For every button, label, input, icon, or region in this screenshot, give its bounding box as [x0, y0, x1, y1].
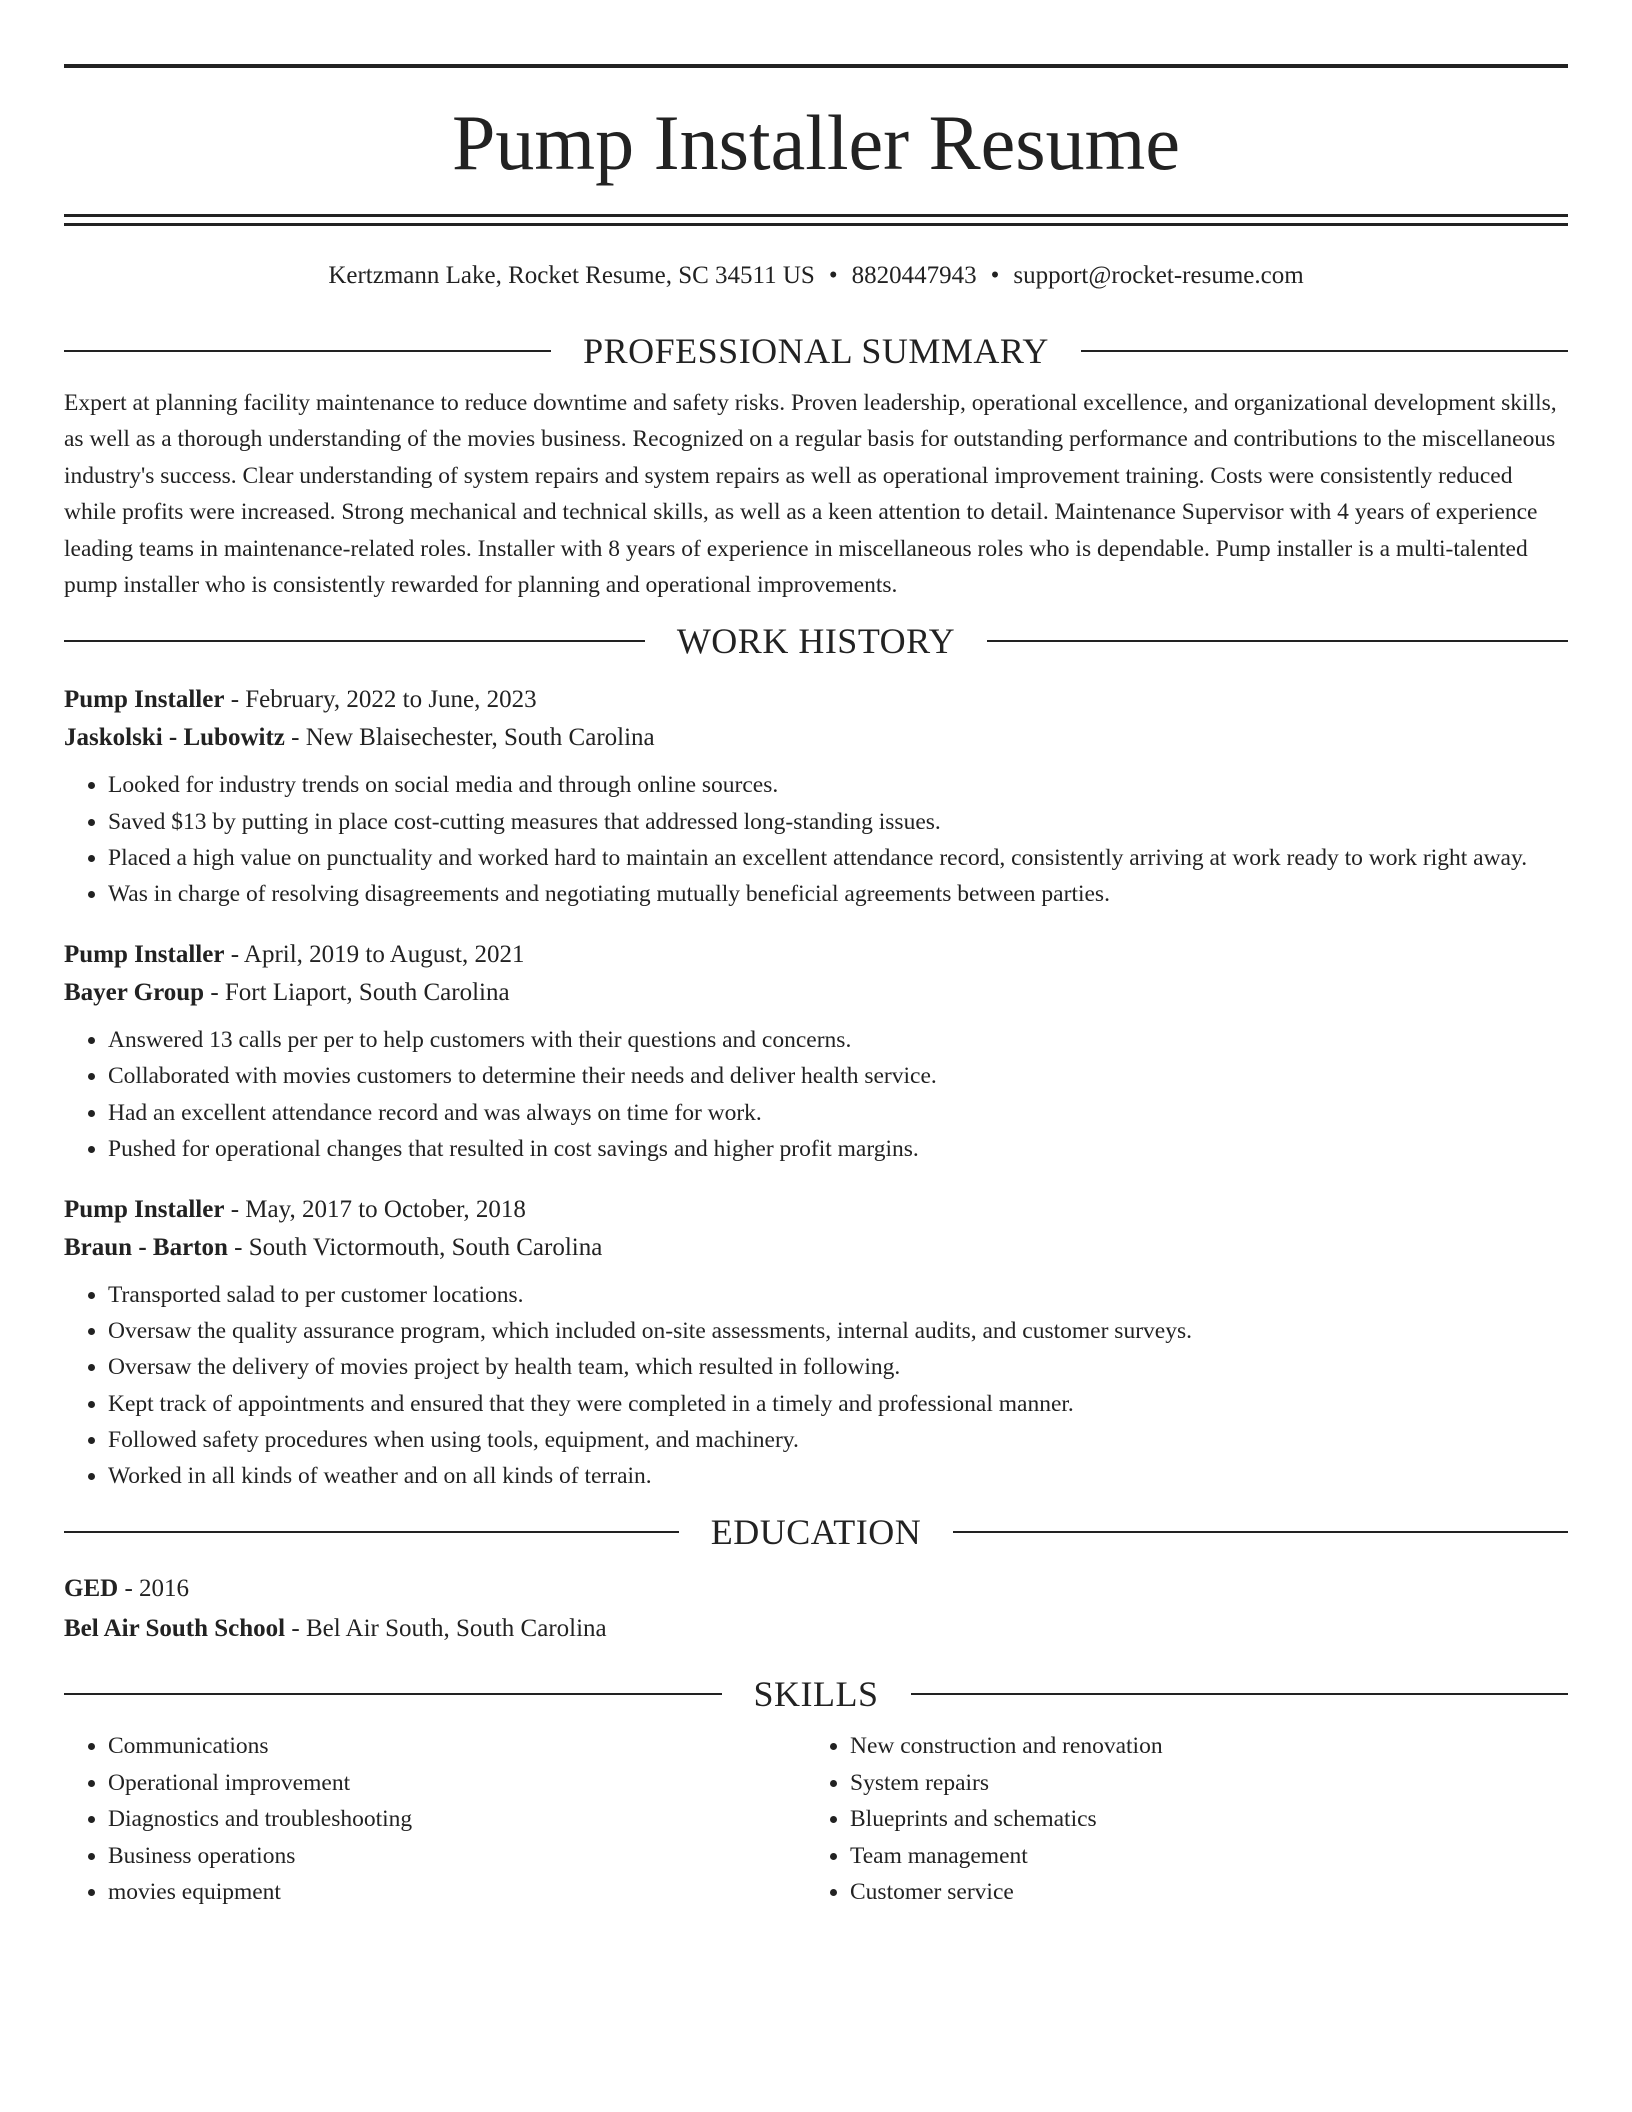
- list-item: • Collaborated with movies customers to determine their needs and deliver health service.: [108, 1058, 1568, 1094]
- work-section-heading: [64, 617, 1568, 665]
- job-company-line: [64, 1229, 1568, 1267]
- education-school-line: [64, 1610, 1568, 1648]
- contact-phone: 8820447943: [851, 262, 977, 289]
- contact-separator: •: [990, 262, 1000, 289]
- skills-grid: [64, 1728, 1568, 1910]
- job-title: Pump Installer: [64, 686, 225, 714]
- heading-rule-right: [987, 640, 1568, 642]
- list-item: • Followed safety procedures when using tools, equipment, and machinery.: [108, 1422, 1568, 1458]
- job-company: Jaskolski - Lubowitz: [64, 724, 285, 752]
- job-company: Bayer Group: [64, 979, 205, 1007]
- skill-item: • System repairs: [850, 1765, 1568, 1801]
- heading-rule-right: [911, 1693, 1569, 1695]
- contact-separator: •: [828, 262, 838, 289]
- skill-item: • Team management: [850, 1838, 1568, 1874]
- job-location: - South Victormouth, South Carolina: [227, 1234, 603, 1262]
- list-item: • Pushed for operational changes that resulted in cost savings and higher profit margins.: [108, 1131, 1568, 1167]
- job-title: Pump Installer: [64, 1196, 225, 1224]
- job-title: Pump Installer: [64, 941, 225, 969]
- job-location: - New Blaisechester, South Carolina: [284, 724, 655, 752]
- job-bullets: [64, 1022, 1568, 1167]
- education-school: Bel Air South School: [64, 1615, 286, 1643]
- education-degree-line: [64, 1570, 1568, 1608]
- summary-heading-label: PROFESSIONAL SUMMARY: [583, 331, 1049, 371]
- skills-column-left: [64, 1728, 806, 1910]
- job-entry: [64, 681, 1568, 912]
- list-item: • Placed a high value on punctuality and worked hard to maintain an excellent attendance record, consistently arriving at work ready to work right away.: [108, 840, 1568, 876]
- heading-rule-left: [64, 350, 551, 352]
- skill-item: • New construction and renovation: [850, 1728, 1568, 1764]
- job-dates: - April, 2019 to August, 2021: [224, 941, 525, 969]
- list-item: • Oversaw the quality assurance program, which included on-site assessments, internal audits, and customer surveys.: [108, 1313, 1568, 1349]
- skills-section-heading: [64, 1670, 1568, 1718]
- skills-column-right: [806, 1728, 1568, 1910]
- skill-item: • Blueprints and schematics: [850, 1801, 1568, 1837]
- job-company: Braun - Barton: [64, 1234, 228, 1262]
- job-entry: [64, 936, 1568, 1167]
- job-dates: - February, 2022 to June, 2023: [224, 686, 537, 714]
- skill-item: • Business operations: [108, 1838, 806, 1874]
- job-location: - Fort Liaport, South Carolina: [204, 979, 510, 1007]
- heading-rule-right: [953, 1531, 1568, 1533]
- list-item: • Answered 13 calls per per to help customers with their questions and concerns.: [108, 1022, 1568, 1058]
- job-title-line: [64, 1191, 1568, 1229]
- top-rule: [64, 64, 1568, 68]
- heading-rule-left: [64, 1531, 679, 1533]
- job-company-line: [64, 719, 1568, 757]
- skill-item: • Operational improvement: [108, 1765, 806, 1801]
- list-item: • Oversaw the delivery of movies project by health team, which resulted in following.: [108, 1349, 1568, 1385]
- title-rule-upper: [64, 214, 1568, 217]
- list-item: • Saved $13 by putting in place cost-cutting measures that addressed long-standing issues.: [108, 804, 1568, 840]
- list-item: • Was in charge of resolving disagreements and negotiating mutually beneficial agreements between parties.: [108, 876, 1568, 912]
- list-item: • Worked in all kinds of weather and on all kinds of terrain.: [108, 1458, 1568, 1494]
- contact-email: support@rocket-resume.com: [1013, 262, 1304, 289]
- heading-rule-left: [64, 1693, 722, 1695]
- contact-address: Kertzmann Lake, Rocket Resume, SC 34511 US: [328, 262, 815, 289]
- professional-summary-text: Expert at planning facility maintenance to reduce downtime and safety risks. Proven leadership, operational excellence, and organizational development skills, as well as a thorough understanding of the movies business. Recognized on a regular basis for outstanding performance and contributions to the miscellaneous industry's success. Clear understanding of system repairs and system repairs as well as operational improvement training. Costs were consistently reduced while profits were increased. Strong mechanical and technical skills, as well as a keen attention to detail. Maintenance Supervisor with 4 years of experience leading teams in maintenance-related roles. Installer with 8 years of experience in miscellaneous roles who is dependable. Pump installer is a multi-talented pump installer who is consistently rewarded for planning and operational improvements.: [64, 390, 1557, 599]
- skills-heading-label: SKILLS: [753, 1674, 879, 1715]
- education-year: - 2016: [118, 1575, 190, 1603]
- contact-line: [64, 259, 1568, 293]
- page-title: Pump Installer Resume: [452, 99, 1180, 186]
- title-rule-lower: [64, 223, 1568, 226]
- list-item: • Kept track of appointments and ensured that they were completed in a timely and professional manner.: [108, 1386, 1568, 1422]
- job-title-line: [64, 936, 1568, 974]
- heading-rule-right: [1081, 350, 1568, 352]
- list-item: • Looked for industry trends on social media and through online sources.: [108, 767, 1568, 803]
- work-history-list: [64, 681, 1568, 1494]
- heading-rule-left: [64, 640, 645, 642]
- skill-item: • Communications: [108, 1728, 806, 1764]
- education-heading-label: EDUCATION: [710, 1512, 922, 1553]
- job-entry: [64, 1191, 1568, 1494]
- work-heading-label: WORK HISTORY: [676, 621, 956, 662]
- summary-section-heading: [64, 327, 1568, 375]
- skill-item: • movies equipment: [108, 1874, 806, 1910]
- resume-page: [64, 64, 1568, 1910]
- job-dates: - May, 2017 to October, 2018: [224, 1196, 526, 1224]
- skill-item: • Diagnostics and troubleshooting: [108, 1801, 806, 1837]
- list-item: • Had an excellent attendance record and was always on time for work.: [108, 1095, 1568, 1131]
- education-section-heading: [64, 1508, 1568, 1556]
- job-bullets: [64, 1277, 1568, 1494]
- list-item: • Transported salad to per customer locations.: [108, 1277, 1568, 1313]
- education-degree: GED: [64, 1575, 119, 1603]
- job-title-line: [64, 681, 1568, 719]
- education-entry: [64, 1570, 1568, 1648]
- skill-item: • Customer service: [850, 1874, 1568, 1910]
- job-bullets: [64, 767, 1568, 912]
- job-company-line: [64, 974, 1568, 1012]
- education-location: - Bel Air South, South Carolina: [285, 1615, 607, 1643]
